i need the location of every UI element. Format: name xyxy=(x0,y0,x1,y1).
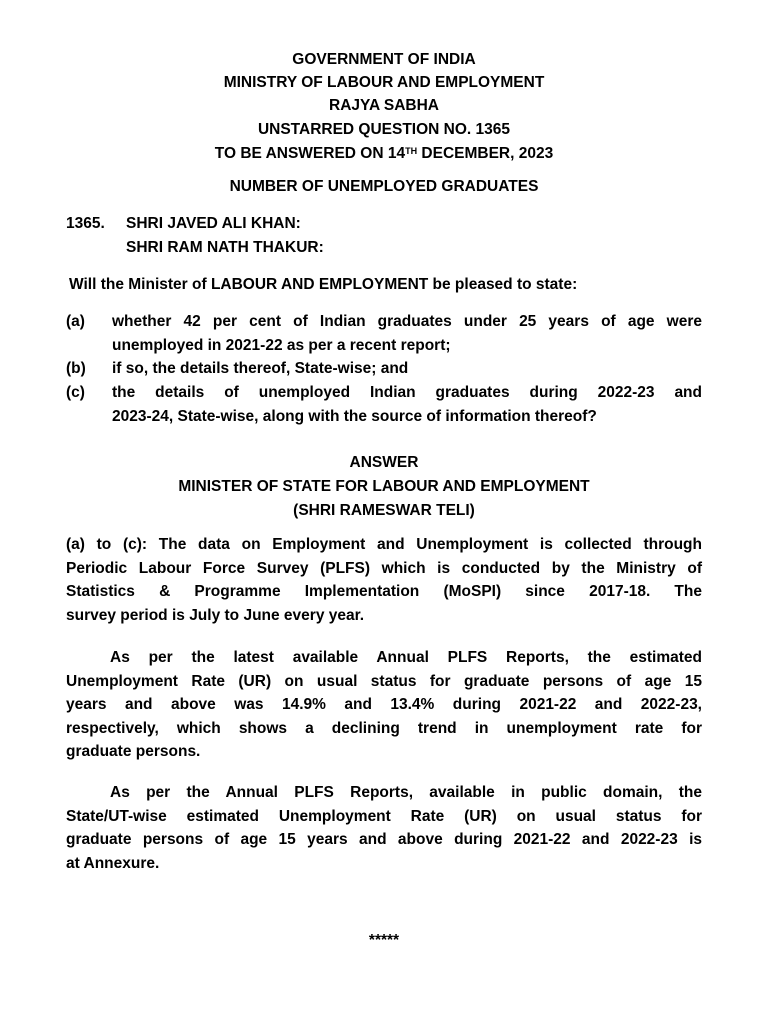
answer-date-suffix-sup: TH xyxy=(405,146,418,156)
header-ministry: MINISTRY OF LABOUR AND EMPLOYMENT xyxy=(223,74,545,91)
end-mark: ***** xyxy=(368,932,400,949)
paragraph-line: Periodic Labour Force Survey (PLFS) which is conducted by the Ministry of xyxy=(66,559,702,577)
answer-paragraph-2 xyxy=(66,646,702,764)
subject-title: NUMBER OF UNEMPLOYED GRADUATES xyxy=(229,178,539,195)
paragraph-line: respectively, which shows a declining trend in unemployment rate for xyxy=(66,719,702,737)
paragraph-line: (a) to (c): The data on Employment and Unemployment is collected through xyxy=(66,536,702,553)
item-c-line: the details of unemployed Indian graduates during 2022-23 and xyxy=(112,384,702,401)
paragraph-line: As per the Annual PLFS Reports, available in public domain, the xyxy=(110,784,702,801)
answer-paragraph-3 xyxy=(66,781,702,875)
item-c-text xyxy=(112,381,702,428)
header-answer-date xyxy=(0,143,768,165)
item-a-line: whether 42 per cent of Indian graduates under 25 years of age were xyxy=(112,313,702,330)
item-c-line: 2023-24, State-wise, along with the source of information thereof? xyxy=(112,407,597,425)
paragraph-line: State/UT-wise estimated Unemployment Rate (UR) on usual status for xyxy=(66,807,702,825)
item-b-text xyxy=(112,357,702,381)
header-question-number: UNSTARRED QUESTION NO. 1365 xyxy=(257,121,511,138)
item-a-line: unemployed in 2021-22 as per a recent report; xyxy=(112,336,451,354)
member-name-1: SHRI JAVED ALI KHAN: xyxy=(126,215,301,232)
paragraph-line: at Annexure. xyxy=(66,854,160,872)
paragraph-line: survey period is July to June every year. xyxy=(66,606,365,624)
paragraph-line: years and above was 14.9% and 13.4% during 2021-22 and 2022-23, xyxy=(66,696,702,713)
minister-name: (SHRI RAMESWAR TELI) xyxy=(293,502,475,519)
paragraph-line: Statistics & Programme Implementation (MoSPI) since 2017-18. The xyxy=(66,583,702,600)
item-a-label: (a) xyxy=(66,313,85,330)
minister-title: MINISTER OF STATE FOR LABOUR AND EMPLOYMENT xyxy=(178,478,590,495)
header-government: GOVERNMENT OF INDIA xyxy=(292,51,476,68)
paragraph-line: graduate persons of age 15 years and above during 2021-22 and 2022-23 is xyxy=(66,831,702,848)
item-b-line: if so, the details thereof, State-wise; and xyxy=(112,360,409,377)
header-house: RAJYA SABHA xyxy=(329,97,439,114)
answer-date-rest: DECEMBER, 2023 xyxy=(417,145,554,162)
item-c-label: (c) xyxy=(66,384,85,401)
item-b-label: (b) xyxy=(66,360,86,377)
item-a-text xyxy=(112,310,702,357)
answer-date-prefix: TO BE ANSWERED ON 14 xyxy=(214,145,406,162)
question-number: 1365. xyxy=(66,215,105,232)
question-intro: Will the Minister of LABOUR AND EMPLOYMENT be pleased to state: xyxy=(69,276,578,293)
paragraph-line: graduate persons. xyxy=(66,743,201,760)
answer-paragraph-1 xyxy=(66,533,702,627)
answer-heading: ANSWER xyxy=(349,454,419,471)
paragraph-line: As per the latest available Annual PLFS Reports, the estimated xyxy=(110,649,702,666)
paragraph-line: Unemployment Rate (UR) on usual status for graduate persons of age 15 xyxy=(66,672,702,690)
member-name-2: SHRI RAM NATH THAKUR: xyxy=(126,239,324,256)
